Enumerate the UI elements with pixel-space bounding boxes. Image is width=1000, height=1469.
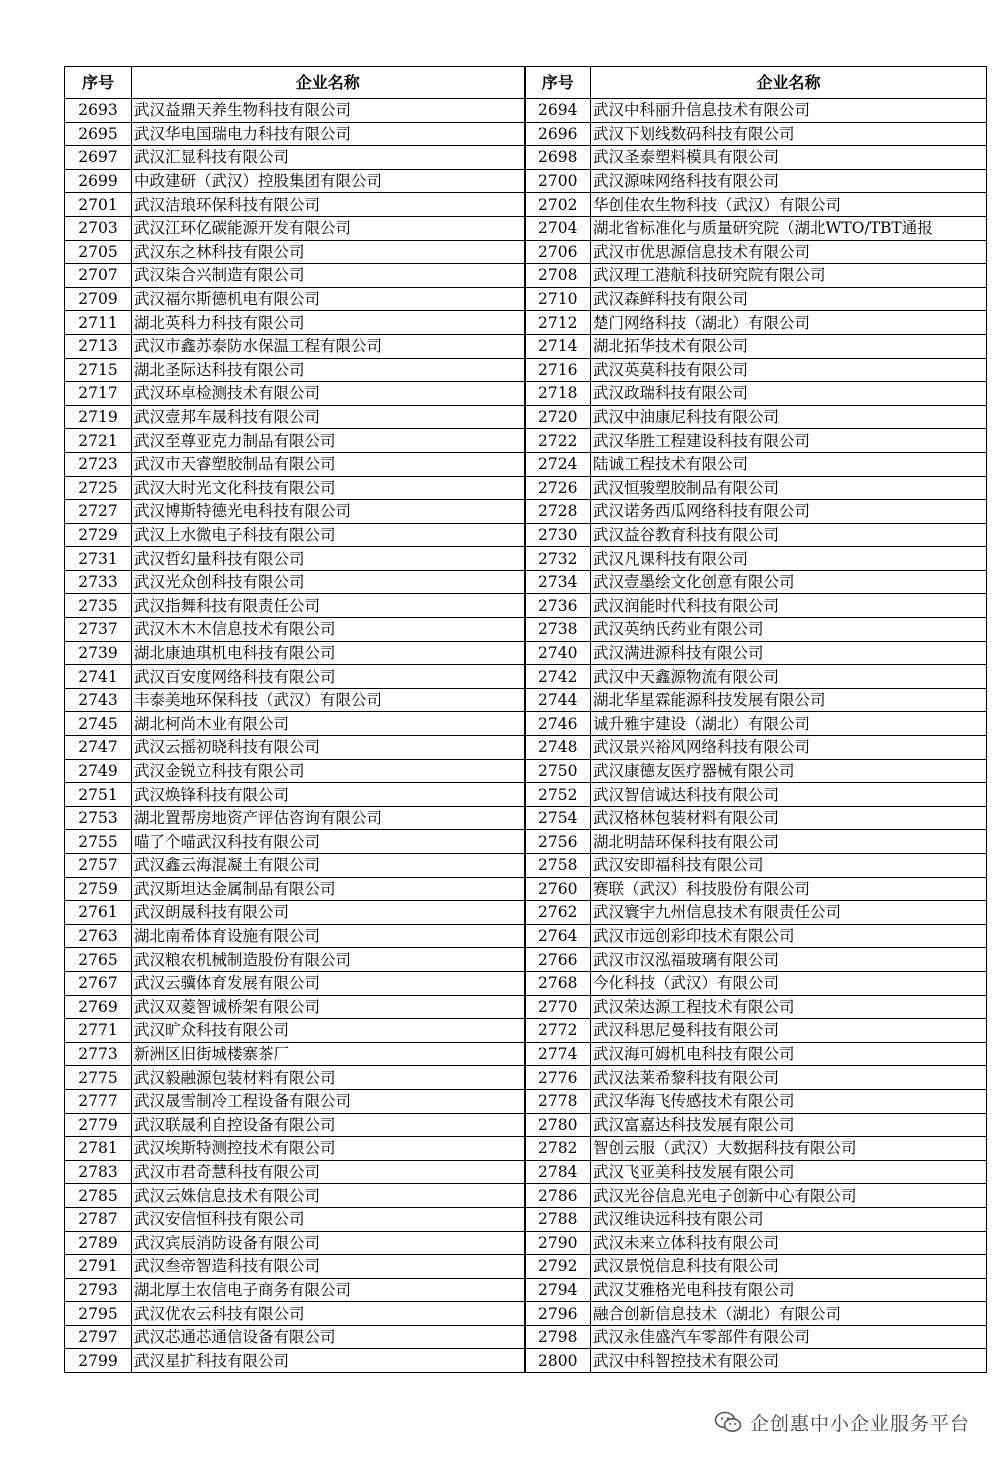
table-row [65, 877, 987, 901]
company-name-right: 武汉法莱希黎科技有限公司 [591, 1066, 987, 1090]
company-name-right: 诚升雅宇建设（湖北）有限公司 [591, 712, 987, 736]
table-row [65, 169, 987, 193]
serial-number-right: 2754 [525, 806, 591, 830]
serial-number-right: 2798 [525, 1325, 591, 1349]
serial-number-right: 2770 [525, 995, 591, 1019]
company-name-left: 武汉粮农机械制造股份有限公司 [132, 948, 525, 972]
company-name-right: 华创佳农生物科技（武汉）有限公司 [591, 193, 987, 217]
company-name-right: 武汉中科智控技术有限公司 [591, 1349, 987, 1373]
company-name-right: 湖北拓华技术有限公司 [591, 334, 987, 358]
serial-number-right: 2742 [525, 665, 591, 689]
serial-number-left: 2757 [65, 854, 132, 878]
table-row [65, 382, 987, 406]
table-row [65, 122, 987, 146]
serial-number-left: 2785 [65, 1184, 132, 1208]
company-name-left: 武汉福尔斯德机电有限公司 [132, 287, 525, 311]
company-name-right: 今化科技（武汉）有限公司 [591, 971, 987, 995]
company-name-right: 武汉市远创彩印技术有限公司 [591, 924, 987, 948]
serial-number-left: 2775 [65, 1066, 132, 1090]
company-name-left: 湖北英科力科技有限公司 [132, 311, 525, 335]
company-name-left: 湖北南希体育设施有限公司 [132, 924, 525, 948]
table-row [65, 712, 987, 736]
serial-number-left: 2793 [65, 1278, 132, 1302]
serial-number-right: 2738 [525, 618, 591, 642]
header-name-left: 企业名称 [132, 67, 525, 99]
table-row [65, 1302, 987, 1326]
company-name-right: 武汉寰宇九州信息技术有限责任公司 [591, 901, 987, 925]
serial-number-left: 2703 [65, 216, 132, 240]
serial-number-right: 2698 [525, 146, 591, 170]
table-row [65, 971, 987, 995]
serial-number-right: 2792 [525, 1255, 591, 1279]
serial-number-right: 2776 [525, 1066, 591, 1090]
serial-number-left: 2715 [65, 358, 132, 382]
serial-number-right: 2772 [525, 1019, 591, 1043]
serial-number-left: 2753 [65, 806, 132, 830]
company-name-left: 武汉芯通芯通信设备有限公司 [132, 1325, 525, 1349]
table-row [65, 1137, 987, 1161]
serial-number-left: 2749 [65, 759, 132, 783]
serial-number-right: 2784 [525, 1160, 591, 1184]
table-row [65, 1089, 987, 1113]
company-name-left: 武汉市天睿塑胶制品有限公司 [132, 452, 525, 476]
serial-number-left: 2763 [65, 924, 132, 948]
company-name-left: 武汉星扩科技有限公司 [132, 1349, 525, 1373]
serial-number-left: 2787 [65, 1207, 132, 1231]
serial-number-right: 2744 [525, 688, 591, 712]
table-row [65, 99, 987, 123]
company-name-right: 武汉下划线数码科技有限公司 [591, 122, 987, 146]
serial-number-right: 2768 [525, 971, 591, 995]
company-name-right: 湖北明喆环保科技有限公司 [591, 830, 987, 854]
company-name-left: 武汉叁帝智造科技有限公司 [132, 1255, 525, 1279]
serial-number-right: 2786 [525, 1184, 591, 1208]
company-name-left: 武汉旷众科技有限公司 [132, 1019, 525, 1043]
serial-number-left: 2761 [65, 901, 132, 925]
company-name-left: 武汉埃斯特测控技术有限公司 [132, 1137, 525, 1161]
serial-number-right: 2760 [525, 877, 591, 901]
serial-number-right: 2724 [525, 452, 591, 476]
serial-number-left: 2705 [65, 240, 132, 264]
company-name-left: 武汉云姝信息技术有限公司 [132, 1184, 525, 1208]
company-name-left: 武汉毅融源包装材料有限公司 [132, 1066, 525, 1090]
serial-number-left: 2713 [65, 334, 132, 358]
company-name-right: 武汉满进源科技有限公司 [591, 641, 987, 665]
table-row [65, 641, 987, 665]
company-name-left: 武汉朗晟科技有限公司 [132, 901, 525, 925]
company-name-right: 武汉艾雅格光电科技有限公司 [591, 1278, 987, 1302]
header-name-right: 企业名称 [591, 67, 987, 99]
company-name-left: 武汉宾辰消防设备有限公司 [132, 1231, 525, 1255]
serial-number-right: 2748 [525, 736, 591, 760]
company-name-right: 武汉华海飞传感技术有限公司 [591, 1089, 987, 1113]
company-name-right: 武汉科思尼曼科技有限公司 [591, 1019, 987, 1043]
serial-number-right: 2726 [525, 476, 591, 500]
wechat-icon [714, 1411, 742, 1433]
table-row [65, 1325, 987, 1349]
serial-number-right: 2718 [525, 382, 591, 406]
serial-number-left: 2727 [65, 500, 132, 524]
company-name-right: 武汉智信诚达科技有限公司 [591, 783, 987, 807]
serial-number-left: 2721 [65, 429, 132, 453]
serial-number-right: 2778 [525, 1089, 591, 1113]
table-row [65, 854, 987, 878]
company-name-right: 武汉凡课科技有限公司 [591, 547, 987, 571]
table-row [65, 759, 987, 783]
company-name-left: 中政建研（武汉）控股集团有限公司 [132, 169, 525, 193]
serial-number-right: 2714 [525, 334, 591, 358]
company-name-right: 武汉飞亚美科技发展有限公司 [591, 1160, 987, 1184]
table-row [65, 1349, 987, 1373]
serial-number-right: 2704 [525, 216, 591, 240]
company-name-right: 武汉市优思源信息技术有限公司 [591, 240, 987, 264]
table-row [65, 1019, 987, 1043]
serial-number-left: 2783 [65, 1160, 132, 1184]
serial-number-left: 2695 [65, 122, 132, 146]
company-name-right: 武汉景兴裕风网络科技有限公司 [591, 736, 987, 760]
serial-number-right: 2750 [525, 759, 591, 783]
serial-number-left: 2717 [65, 382, 132, 406]
company-name-left: 湖北置帮房地资产评估咨询有限公司 [132, 806, 525, 830]
company-name-right: 武汉诺务西瓜网络科技有限公司 [591, 500, 987, 524]
table-row [65, 216, 987, 240]
serial-number-left: 2765 [65, 948, 132, 972]
serial-number-right: 2706 [525, 240, 591, 264]
table-row [65, 287, 987, 311]
table-row [65, 500, 987, 524]
company-name-left: 武汉哲幻量科技有限公司 [132, 547, 525, 571]
serial-number-right: 2712 [525, 311, 591, 335]
company-name-right: 武汉华胜工程建设科技有限公司 [591, 429, 987, 453]
company-name-right: 武汉益谷教育科技有限公司 [591, 523, 987, 547]
serial-number-right: 2762 [525, 901, 591, 925]
serial-number-right: 2782 [525, 1137, 591, 1161]
company-name-right: 武汉海可姆机电科技有限公司 [591, 1042, 987, 1066]
company-name-right: 陆诚工程技术有限公司 [591, 452, 987, 476]
serial-number-left: 2767 [65, 971, 132, 995]
serial-number-left: 2751 [65, 783, 132, 807]
serial-number-right: 2734 [525, 570, 591, 594]
table-row [65, 240, 987, 264]
serial-number-right: 2702 [525, 193, 591, 217]
company-name-left: 武汉柒合兴制造有限公司 [132, 264, 525, 288]
serial-number-left: 2773 [65, 1042, 132, 1066]
serial-number-right: 2732 [525, 547, 591, 571]
footer-watermark [714, 1405, 970, 1439]
company-name-left: 武汉斯坦达金属制品有限公司 [132, 877, 525, 901]
serial-number-right: 2758 [525, 854, 591, 878]
table-row [65, 1231, 987, 1255]
serial-number-left: 2729 [65, 523, 132, 547]
company-name-right: 楚门网络科技（湖北）有限公司 [591, 311, 987, 335]
company-name-left: 武汉壹邦车晟科技有限公司 [132, 405, 525, 429]
serial-number-right: 2752 [525, 783, 591, 807]
serial-number-right: 2740 [525, 641, 591, 665]
company-name-left: 武汉指舞科技有限责任公司 [132, 594, 525, 618]
company-name-right: 武汉景悦信息科技有限公司 [591, 1255, 987, 1279]
company-name-left: 武汉至尊亚克力制品有限公司 [132, 429, 525, 453]
company-name-right: 武汉森鲜科技有限公司 [591, 287, 987, 311]
table-row [65, 806, 987, 830]
company-name-right: 武汉光谷信息光电子创新中心有限公司 [591, 1184, 987, 1208]
table-row [65, 311, 987, 335]
company-name-right: 武汉中天鑫源物流有限公司 [591, 665, 987, 689]
company-name-left: 武汉安信恒科技有限公司 [132, 1207, 525, 1231]
company-name-left: 湖北柯尚木业有限公司 [132, 712, 525, 736]
table-row [65, 146, 987, 170]
company-name-right: 武汉理工港航科技研究院有限公司 [591, 264, 987, 288]
serial-number-left: 2791 [65, 1255, 132, 1279]
serial-number-right: 2796 [525, 1302, 591, 1326]
table-row [65, 452, 987, 476]
company-name-left: 武汉双菱智诚桥架有限公司 [132, 995, 525, 1019]
serial-number-left: 2731 [65, 547, 132, 571]
company-name-right: 融合创新信息技术（湖北）有限公司 [591, 1302, 987, 1326]
serial-number-right: 2716 [525, 358, 591, 382]
company-name-left: 武汉环卓检测技术有限公司 [132, 382, 525, 406]
company-name-right: 武汉安即福科技有限公司 [591, 854, 987, 878]
serial-number-right: 2730 [525, 523, 591, 547]
company-name-left: 武汉木木木信息技术有限公司 [132, 618, 525, 642]
company-name-left: 武汉华电国瑞电力科技有限公司 [132, 122, 525, 146]
serial-number-left: 2735 [65, 594, 132, 618]
company-name-right: 湖北华星霖能源科技发展有限公司 [591, 688, 987, 712]
serial-number-left: 2719 [65, 405, 132, 429]
table-row [65, 901, 987, 925]
company-name-left: 武汉洁琅环保科技有限公司 [132, 193, 525, 217]
serial-number-left: 2795 [65, 1302, 132, 1326]
serial-number-left: 2697 [65, 146, 132, 170]
table-row [65, 1042, 987, 1066]
serial-number-left: 2755 [65, 830, 132, 854]
company-name-right: 智创云服（武汉）大数据科技有限公司 [591, 1137, 987, 1161]
table-row [65, 358, 987, 382]
serial-number-right: 2746 [525, 712, 591, 736]
serial-number-right: 2788 [525, 1207, 591, 1231]
company-name-left: 武汉市君奇慧科技有限公司 [132, 1160, 525, 1184]
serial-number-left: 2741 [65, 665, 132, 689]
serial-number-left: 2701 [65, 193, 132, 217]
table-row [65, 405, 987, 429]
serial-number-left: 2743 [65, 688, 132, 712]
serial-number-left: 2777 [65, 1089, 132, 1113]
serial-number-left: 2737 [65, 618, 132, 642]
company-name-right: 武汉格林包装材料有限公司 [591, 806, 987, 830]
serial-number-right: 2794 [525, 1278, 591, 1302]
serial-number-right: 2694 [525, 99, 591, 123]
company-name-right: 武汉中科丽升信息技术有限公司 [591, 99, 987, 123]
table-row [65, 618, 987, 642]
serial-number-right: 2696 [525, 122, 591, 146]
table-row [65, 570, 987, 594]
table-row [65, 1066, 987, 1090]
company-name-left: 武汉上水微电子科技有限公司 [132, 523, 525, 547]
company-name-left: 湖北康迪琪机电科技有限公司 [132, 641, 525, 665]
table-row [65, 948, 987, 972]
company-name-right: 武汉富嘉达科技发展有限公司 [591, 1113, 987, 1137]
company-name-left: 武汉博斯特德光电科技有限公司 [132, 500, 525, 524]
company-name-left: 武汉联晟利自控设备有限公司 [132, 1113, 525, 1137]
table-row [65, 1184, 987, 1208]
company-name-right: 武汉中油康尼科技有限公司 [591, 405, 987, 429]
company-name-right: 武汉未来立体科技有限公司 [591, 1231, 987, 1255]
table-row [65, 736, 987, 760]
company-name-right: 武汉英莫科技有限公司 [591, 358, 987, 382]
table-row [65, 193, 987, 217]
table-row [65, 1255, 987, 1279]
table-row [65, 334, 987, 358]
company-name-left: 湖北厚土农信电子商务有限公司 [132, 1278, 525, 1302]
company-name-right: 赛联（武汉）科技股份有限公司 [591, 877, 987, 901]
serial-number-right: 2766 [525, 948, 591, 972]
company-name-right: 武汉政瑞科技有限公司 [591, 382, 987, 406]
company-name-left: 武汉益鼎天养生物科技有限公司 [132, 99, 525, 123]
company-name-left: 武汉焕锋科技有限公司 [132, 783, 525, 807]
serial-number-right: 2722 [525, 429, 591, 453]
company-name-left: 武汉百安度网络科技有限公司 [132, 665, 525, 689]
company-name-left: 武汉鑫云海混凝土有限公司 [132, 854, 525, 878]
company-name-left: 新洲区旧街城楼寨茶厂 [132, 1042, 525, 1066]
serial-number-left: 2781 [65, 1137, 132, 1161]
company-name-left: 武汉云骥体育发展有限公司 [132, 971, 525, 995]
table-row [65, 995, 987, 1019]
table-row [65, 264, 987, 288]
company-name-right: 武汉维诀远科技有限公司 [591, 1207, 987, 1231]
company-name-left: 武汉光众创科技有限公司 [132, 570, 525, 594]
enterprise-table [64, 66, 987, 1373]
company-name-left: 武汉金锐立科技有限公司 [132, 759, 525, 783]
serial-number-left: 2699 [65, 169, 132, 193]
serial-number-right: 2700 [525, 169, 591, 193]
serial-number-right: 2710 [525, 287, 591, 311]
company-name-left: 丰泰美地环保科技（武汉）有限公司 [132, 688, 525, 712]
company-name-left: 武汉晟雪制冷工程设备有限公司 [132, 1089, 525, 1113]
company-name-right: 武汉英纳氏药业有限公司 [591, 618, 987, 642]
serial-number-left: 2779 [65, 1113, 132, 1137]
serial-number-right: 2708 [525, 264, 591, 288]
table-row [65, 688, 987, 712]
company-name-left: 武汉大时光文化科技有限公司 [132, 476, 525, 500]
serial-number-right: 2780 [525, 1113, 591, 1137]
table-row [65, 665, 987, 689]
table-row [65, 476, 987, 500]
company-name-left: 武汉江环亿碳能源开发有限公司 [132, 216, 525, 240]
serial-number-right: 2790 [525, 1231, 591, 1255]
company-name-right: 武汉壹墨绘文化创意有限公司 [591, 570, 987, 594]
company-name-right: 武汉恒骏塑胶制品有限公司 [591, 476, 987, 500]
company-name-left: 武汉市鑫苏泰防水保温工程有限公司 [132, 334, 525, 358]
serial-number-left: 2747 [65, 736, 132, 760]
footer-text: 企创惠中小企业服务平台 [749, 1412, 970, 1435]
table-row [65, 429, 987, 453]
serial-number-right: 2764 [525, 924, 591, 948]
table-row [65, 523, 987, 547]
serial-number-right: 2774 [525, 1042, 591, 1066]
header-num-left: 序号 [65, 67, 132, 99]
company-name-left: 武汉优农云科技有限公司 [132, 1302, 525, 1326]
company-name-right: 武汉康德友医疗器械有限公司 [591, 759, 987, 783]
serial-number-left: 2769 [65, 995, 132, 1019]
serial-number-right: 2800 [525, 1349, 591, 1373]
serial-number-left: 2771 [65, 1019, 132, 1043]
serial-number-left: 2759 [65, 877, 132, 901]
table-row [65, 1278, 987, 1302]
serial-number-right: 2728 [525, 500, 591, 524]
serial-number-left: 2733 [65, 570, 132, 594]
table-row [65, 594, 987, 618]
table-row [65, 1160, 987, 1184]
serial-number-left: 2693 [65, 99, 132, 123]
company-name-right: 武汉源味网络科技有限公司 [591, 169, 987, 193]
table-row [65, 924, 987, 948]
company-name-left: 武汉汇显科技有限公司 [132, 146, 525, 170]
serial-number-left: 2739 [65, 641, 132, 665]
serial-number-left: 2709 [65, 287, 132, 311]
header-num-right: 序号 [525, 67, 591, 99]
table-row [65, 830, 987, 854]
serial-number-left: 2799 [65, 1349, 132, 1373]
company-name-right: 武汉永佳盛汽车零部件有限公司 [591, 1325, 987, 1349]
company-name-left: 武汉东之林科技有限公司 [132, 240, 525, 264]
serial-number-left: 2789 [65, 1231, 132, 1255]
table-row [65, 547, 987, 571]
company-name-right: 湖北省标准化与质量研究院（湖北WTO/TBT通报 [591, 216, 987, 240]
serial-number-right: 2720 [525, 405, 591, 429]
serial-number-right: 2756 [525, 830, 591, 854]
company-name-right: 武汉圣泰塑料模具有限公司 [591, 146, 987, 170]
company-name-left: 喵了个喵武汉科技有限公司 [132, 830, 525, 854]
serial-number-right: 2736 [525, 594, 591, 618]
serial-number-left: 2707 [65, 264, 132, 288]
table-row [65, 1207, 987, 1231]
serial-number-left: 2723 [65, 452, 132, 476]
serial-number-left: 2745 [65, 712, 132, 736]
serial-number-left: 2711 [65, 311, 132, 335]
table-row [65, 1113, 987, 1137]
company-name-right: 武汉荣达源工程技术有限公司 [591, 995, 987, 1019]
serial-number-left: 2797 [65, 1325, 132, 1349]
company-name-right: 武汉润能时代科技有限公司 [591, 594, 987, 618]
company-name-left: 湖北圣际达科技有限公司 [132, 358, 525, 382]
table-header-row [65, 67, 987, 99]
serial-number-left: 2725 [65, 476, 132, 500]
company-name-right: 武汉市汉泓福玻璃有限公司 [591, 948, 987, 972]
table-row [65, 783, 987, 807]
company-name-left: 武汉云摇初晓科技有限公司 [132, 736, 525, 760]
